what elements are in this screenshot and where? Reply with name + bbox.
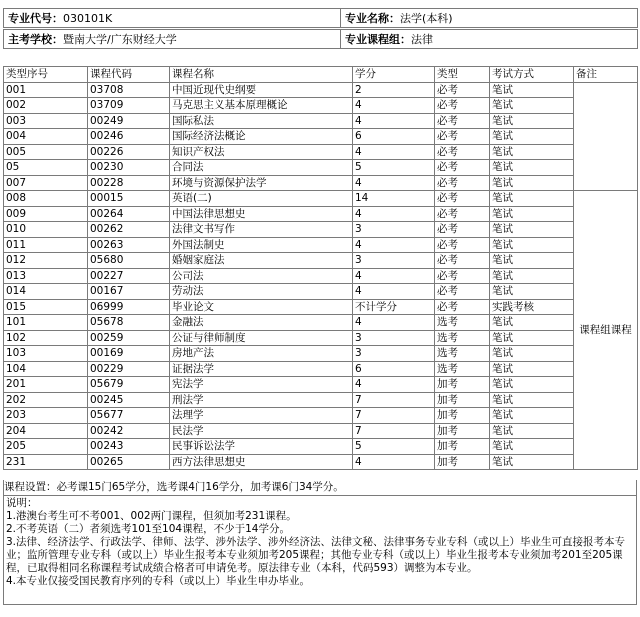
row-exam: 笔试	[490, 113, 574, 129]
row-credit: 4	[353, 268, 435, 284]
row-credit: 6	[353, 361, 435, 377]
row-type: 选考	[435, 346, 490, 362]
column-header: 备注	[574, 67, 638, 83]
row-exam: 笔试	[490, 206, 574, 222]
row-exam: 笔试	[490, 361, 574, 377]
row-seq: 203	[4, 408, 88, 424]
row-credit: 7	[353, 423, 435, 439]
row-credit: 7	[353, 392, 435, 408]
table-row	[4, 237, 638, 253]
row-type: 必考	[435, 98, 490, 114]
row-credit: 4	[353, 175, 435, 191]
table-row	[4, 191, 638, 207]
row-seq: 009	[4, 206, 88, 222]
row-exam: 笔试	[490, 268, 574, 284]
row-exam: 笔试	[490, 439, 574, 455]
group-note: 课程组课程	[574, 191, 638, 470]
row-seq: 005	[4, 144, 88, 160]
table-row	[4, 346, 638, 362]
row-seq: 004	[4, 129, 88, 145]
row-type: 选考	[435, 361, 490, 377]
row-code: 00228	[88, 175, 170, 191]
row-type: 选考	[435, 315, 490, 331]
row-name: 证据法学	[170, 361, 353, 377]
row-type: 必考	[435, 237, 490, 253]
row-exam: 笔试	[490, 454, 574, 470]
row-seq: 010	[4, 222, 88, 238]
row-seq: 001	[4, 82, 88, 98]
row-code: 00230	[88, 160, 170, 176]
row-seq: 011	[4, 237, 88, 253]
row-type: 必考	[435, 129, 490, 145]
table-row	[4, 315, 638, 331]
row-type: 加考	[435, 377, 490, 393]
row-credit: 4	[353, 284, 435, 300]
major-code-cell	[4, 9, 341, 28]
row-code: 00243	[88, 439, 170, 455]
row-credit: 4	[353, 98, 435, 114]
row-name: 西方法律思想史	[170, 454, 353, 470]
row-seq: 015	[4, 299, 88, 315]
table-row	[4, 98, 638, 114]
table-row	[4, 129, 638, 145]
remark-item: 1.港澳台考生可不考001、002两门课程，但须加考231课程。	[6, 510, 297, 522]
table-row	[4, 222, 638, 238]
row-exam: 笔试	[490, 129, 574, 145]
row-code: 05680	[88, 253, 170, 269]
row-credit: 14	[353, 191, 435, 207]
row-name: 中国近现代史纲要	[170, 82, 353, 98]
row-code: 00245	[88, 392, 170, 408]
remark-item: 4.本专业仅接受国民教育序列的专科（或以上）毕业生申办毕业。	[6, 575, 311, 587]
row-type: 加考	[435, 439, 490, 455]
row-exam: 笔试	[490, 377, 574, 393]
row-exam: 笔试	[490, 408, 574, 424]
table-row	[4, 284, 638, 300]
remarks-title: 说明：	[6, 497, 38, 509]
table-body	[4, 82, 638, 470]
column-header: 考试方式	[490, 67, 574, 83]
row-code: 00259	[88, 330, 170, 346]
row-credit: 4	[353, 237, 435, 253]
row-code: 05677	[88, 408, 170, 424]
row-exam: 笔试	[490, 237, 574, 253]
row-name: 毕业论文	[170, 299, 353, 315]
row-code: 00169	[88, 346, 170, 362]
row-exam: 笔试	[490, 191, 574, 207]
row-credit: 不计学分	[353, 299, 435, 315]
row-name: 合同法	[170, 160, 353, 176]
row-seq: 013	[4, 268, 88, 284]
major-code-value: 030101K	[63, 12, 113, 25]
school-value: 暨南大学/广东财经大学	[63, 33, 177, 46]
table-row	[4, 253, 638, 269]
row-name: 法律文书写作	[170, 222, 353, 238]
row-credit: 5	[353, 439, 435, 455]
row-code: 00229	[88, 361, 170, 377]
row-type: 必考	[435, 175, 490, 191]
row-type: 必考	[435, 222, 490, 238]
row-name: 公司法	[170, 268, 353, 284]
row-seq: 104	[4, 361, 88, 377]
column-header: 类型序号	[4, 67, 88, 83]
row-seq: 101	[4, 315, 88, 331]
row-name: 英语(二)	[170, 191, 353, 207]
row-code: 00167	[88, 284, 170, 300]
row-credit: 6	[353, 129, 435, 145]
remark-item: 3.法律、经济法学、行政法学、律师、法学、涉外法学、涉外经济法、法律文秘、法律事务专业专科（或以上）毕业生可直接报考本专业；监所管理专业专科（或以上）毕业生报考本专业须加考205课程；其他专业专科（或以上）毕业生报考本专业须加考201至205课程，已取得相同名称课程考试成绩合格者可申请免考。原法律专业（本科，代码593）调整为本专业。	[6, 536, 626, 574]
row-exam: 笔试	[490, 98, 574, 114]
table-row	[4, 206, 638, 222]
row-type: 必考	[435, 299, 490, 315]
row-seq: 008	[4, 191, 88, 207]
table-row	[4, 423, 638, 439]
row-credit: 4	[353, 144, 435, 160]
row-credit: 3	[353, 346, 435, 362]
row-name: 刑法学	[170, 392, 353, 408]
group-cell	[341, 30, 638, 49]
row-code: 00262	[88, 222, 170, 238]
row-name: 公证与律师制度	[170, 330, 353, 346]
row-exam: 笔试	[490, 82, 574, 98]
column-header: 学分	[353, 67, 435, 83]
row-type: 选考	[435, 330, 490, 346]
remark-item: 2.不考英语（二）者须选考101至104课程，不少于14学分。	[6, 523, 290, 535]
row-exam: 实践考核	[490, 299, 574, 315]
row-name: 知识产权法	[170, 144, 353, 160]
column-header: 类型	[435, 67, 490, 83]
row-seq: 002	[4, 98, 88, 114]
row-type: 加考	[435, 454, 490, 470]
row-seq: 204	[4, 423, 88, 439]
row-code: 03708	[88, 82, 170, 98]
remarks-section	[3, 495, 637, 605]
row-code: 03709	[88, 98, 170, 114]
row-exam: 笔试	[490, 284, 574, 300]
row-code: 05679	[88, 377, 170, 393]
row-name: 金融法	[170, 315, 353, 331]
row-seq: 231	[4, 454, 88, 470]
row-credit: 4	[353, 315, 435, 331]
row-seq: 014	[4, 284, 88, 300]
row-name: 中国法律思想史	[170, 206, 353, 222]
row-type: 加考	[435, 423, 490, 439]
table-row	[4, 299, 638, 315]
row-exam: 笔试	[490, 253, 574, 269]
row-seq: 007	[4, 175, 88, 191]
row-seq: 102	[4, 330, 88, 346]
row-code: 00015	[88, 191, 170, 207]
row-exam: 笔试	[490, 346, 574, 362]
table-row	[4, 454, 638, 470]
row-type: 必考	[435, 253, 490, 269]
table-row	[4, 392, 638, 408]
row-code: 00227	[88, 268, 170, 284]
row-code: 05678	[88, 315, 170, 331]
group-value: 法律	[411, 33, 433, 46]
row-type: 加考	[435, 392, 490, 408]
row-name: 法理学	[170, 408, 353, 424]
table-row	[4, 160, 638, 176]
row-exam: 笔试	[490, 175, 574, 191]
table-row	[4, 144, 638, 160]
group-label: 专业课程组：	[345, 33, 411, 46]
row-type: 必考	[435, 82, 490, 98]
row-code: 06999	[88, 299, 170, 315]
row-code: 00249	[88, 113, 170, 129]
row-type: 必考	[435, 113, 490, 129]
school-label: 主考学校：	[8, 33, 63, 46]
row-exam: 笔试	[490, 222, 574, 238]
row-name: 民法学	[170, 423, 353, 439]
column-header: 课程代码	[88, 67, 170, 83]
row-credit: 3	[353, 222, 435, 238]
row-name: 婚姻家庭法	[170, 253, 353, 269]
row-seq: 201	[4, 377, 88, 393]
row-credit: 4	[353, 206, 435, 222]
row-type: 必考	[435, 144, 490, 160]
row-code: 00246	[88, 129, 170, 145]
row-code: 00264	[88, 206, 170, 222]
table-row	[4, 361, 638, 377]
row-seq: 003	[4, 113, 88, 129]
course-table	[3, 66, 638, 470]
row-credit: 4	[353, 454, 435, 470]
row-credit: 5	[353, 160, 435, 176]
row-code: 00226	[88, 144, 170, 160]
row-name: 宪法学	[170, 377, 353, 393]
row-type: 必考	[435, 160, 490, 176]
row-credit: 7	[353, 408, 435, 424]
row-code: 00265	[88, 454, 170, 470]
row-code: 00242	[88, 423, 170, 439]
row-exam: 笔试	[490, 315, 574, 331]
table-row	[4, 330, 638, 346]
row-exam: 笔试	[490, 423, 574, 439]
row-code: 00263	[88, 237, 170, 253]
row-credit: 3	[353, 253, 435, 269]
table-row	[4, 408, 638, 424]
row-name: 房地产法	[170, 346, 353, 362]
row-exam: 笔试	[490, 160, 574, 176]
course-summary: 课程设置：必考课15门65学分，选考课4门16学分，加考课6门34学分。	[3, 480, 637, 496]
row-type: 必考	[435, 191, 490, 207]
row-seq: 05	[4, 160, 88, 176]
table-row	[4, 268, 638, 284]
column-header: 课程名称	[170, 67, 353, 83]
row-seq: 202	[4, 392, 88, 408]
table-row	[4, 175, 638, 191]
table-header-row	[4, 67, 638, 83]
row-name: 国际私法	[170, 113, 353, 129]
major-name-label: 专业名称：	[345, 12, 400, 25]
row-exam: 笔试	[490, 392, 574, 408]
header-row-2	[3, 29, 638, 49]
row-credit: 4	[353, 377, 435, 393]
table-row	[4, 82, 638, 98]
row-credit: 4	[353, 113, 435, 129]
major-code-label: 专业代号：	[8, 12, 63, 25]
table-row	[4, 377, 638, 393]
row-seq: 012	[4, 253, 88, 269]
row-name: 国际经济法概论	[170, 129, 353, 145]
header-row-1	[3, 8, 638, 28]
row-seq: 103	[4, 346, 88, 362]
row-credit: 2	[353, 82, 435, 98]
row-name: 环境与资源保护法学	[170, 175, 353, 191]
row-name: 劳动法	[170, 284, 353, 300]
school-cell	[4, 30, 341, 49]
row-type: 必考	[435, 268, 490, 284]
row-exam: 笔试	[490, 330, 574, 346]
row-type: 必考	[435, 284, 490, 300]
row-type: 加考	[435, 408, 490, 424]
row-name: 马克思主义基本原理概论	[170, 98, 353, 114]
row-type: 必考	[435, 206, 490, 222]
row-exam: 笔试	[490, 144, 574, 160]
remark-cell-empty	[574, 82, 638, 191]
table-row	[4, 439, 638, 455]
row-seq: 205	[4, 439, 88, 455]
row-name: 民事诉讼法学	[170, 439, 353, 455]
major-name-cell	[341, 9, 638, 28]
row-credit: 3	[353, 330, 435, 346]
row-name: 外国法制史	[170, 237, 353, 253]
major-name-value: 法学(本科)	[400, 12, 453, 25]
table-row	[4, 113, 638, 129]
